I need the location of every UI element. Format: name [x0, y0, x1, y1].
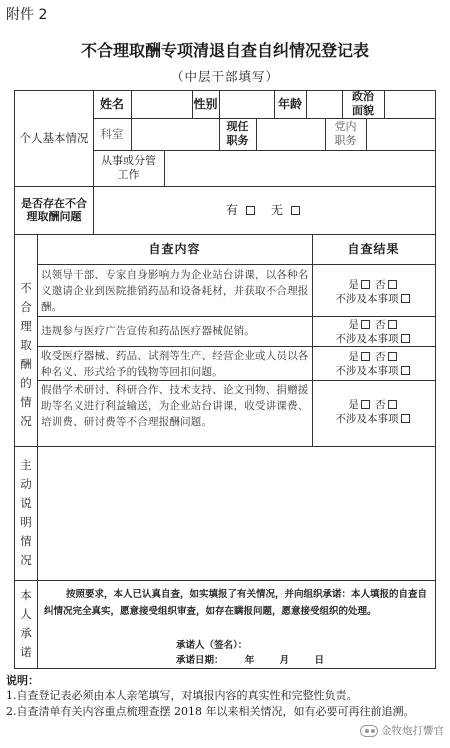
name-label: 姓名 — [99, 97, 124, 111]
existence-label: 是否存在不合理取酬问题 — [21, 197, 87, 223]
item-3-no-checkbox[interactable] — [388, 352, 397, 361]
item-1-na-checkbox[interactable] — [401, 294, 410, 303]
party-position-field[interactable] — [366, 118, 435, 150]
item-1-no-checkbox[interactable] — [388, 280, 397, 289]
age-label: 年龄 — [277, 97, 302, 111]
notes-item-2: 2.自查清单有关内容重点梳理查摆 2018 年以来相关情况，如有必要可再往前追溯。 — [6, 705, 415, 718]
existence-yes-label: 有 — [225, 203, 238, 217]
commit-text: 按照要求，本人已认真自查，如实填报了有关情况，并向组织承诺：本人填报的自查自纠情况完全真实，愿意接受组织审查，如存在瞒报问题，愿意接受组织的处理。 — [44, 589, 428, 617]
existence-no-label: 无 — [271, 203, 284, 217]
check-item-2-text: 违规参与医疗广告宣传和药品医疗器械促销。 — [41, 325, 255, 337]
name-field[interactable] — [131, 90, 192, 118]
check-item-1-text: 以领导干部、专家自身影响力为企业站台讲课，以各种名义邀请企业到医院推销药品和设备耗材，并获取不合理报酬。 — [41, 269, 309, 313]
item-3-yes-checkbox[interactable] — [361, 352, 370, 361]
age-field[interactable] — [306, 90, 342, 118]
item-3-na-checkbox[interactable] — [401, 366, 410, 375]
item-4-no-checkbox[interactable] — [388, 400, 397, 409]
existence-yes-checkbox[interactable] — [246, 206, 255, 215]
check-item-4-result: 是 否 不涉及本事项 — [312, 398, 435, 426]
item-4-yes-checkbox[interactable] — [361, 400, 370, 409]
check-section-label: 不合理取酬的情况 — [20, 281, 32, 428]
commit-date: 承诺日期： 年 月 日 — [176, 655, 324, 666]
commit-label: 本人承诺 — [20, 588, 32, 659]
item-2-na-checkbox[interactable] — [401, 334, 410, 343]
existence-no-checkbox[interactable] — [291, 206, 300, 215]
position-label: 现任职务 — [226, 120, 249, 147]
party-position-label: 党内职务 — [334, 120, 357, 147]
check-result-header: 自查结果 — [347, 242, 400, 256]
position-field[interactable] — [256, 118, 325, 150]
form-subtitle: （中层干部填写） — [170, 69, 279, 84]
notes-title: 说明： — [6, 674, 39, 687]
personal-section-label: 个人基本情况 — [19, 131, 89, 145]
check-item-3-result: 是 否 不涉及本事项 — [312, 350, 435, 378]
notes-item-1: 1.自查登记表必须由本人亲笔填写，对填报内容的真实性和完整性负责。 — [6, 689, 358, 702]
check-item-3-text: 收受医疗器械、药品、试剂等生产、经营企业或人员以各种名义、形式给予的钱物等回扣问题。 — [41, 350, 309, 378]
explain-field[interactable] — [38, 447, 435, 580]
item-2-no-checkbox[interactable] — [388, 320, 397, 329]
annex-label: 附件 2 — [6, 7, 48, 23]
check-item-1-result: 是 否 不涉及本事项 — [312, 278, 435, 306]
check-item-2-result: 是 否 不涉及本事项 — [312, 318, 435, 346]
item-1-yes-checkbox[interactable] — [361, 280, 370, 289]
explain-label: 主动说明情况 — [20, 458, 32, 567]
gender-label: 性别 — [193, 97, 218, 111]
work-field[interactable] — [164, 150, 435, 186]
watermark — [360, 723, 444, 738]
dept-field[interactable] — [131, 118, 219, 150]
item-2-yes-checkbox[interactable] — [361, 320, 370, 329]
form-title: 不合理取酬专项清退自查自纠情况登记表 — [80, 41, 369, 60]
wechat-icon — [360, 725, 378, 737]
watermark-text: 金牧炮打響官 — [381, 725, 444, 737]
item-4-na-checkbox[interactable] — [401, 414, 410, 423]
existence-choice — [93, 186, 435, 234]
dept-label: 科室 — [100, 127, 124, 141]
work-label: 从事或分管工作 — [101, 154, 156, 181]
commit-signer: 承诺人（签名）： — [176, 640, 248, 651]
political-label: 政治面貌 — [352, 90, 374, 117]
political-field[interactable] — [384, 90, 435, 118]
check-content-header: 自查内容 — [148, 242, 201, 256]
gender-field[interactable] — [219, 90, 274, 118]
check-item-4-text: 假借学术研讨、科研合作、技术支持、论文刊物、捐赠援助等名义进行利益输送，为企业站台讲课，收受讲课费、培训费、研讨费等不合理报酬问题。 — [41, 384, 309, 428]
